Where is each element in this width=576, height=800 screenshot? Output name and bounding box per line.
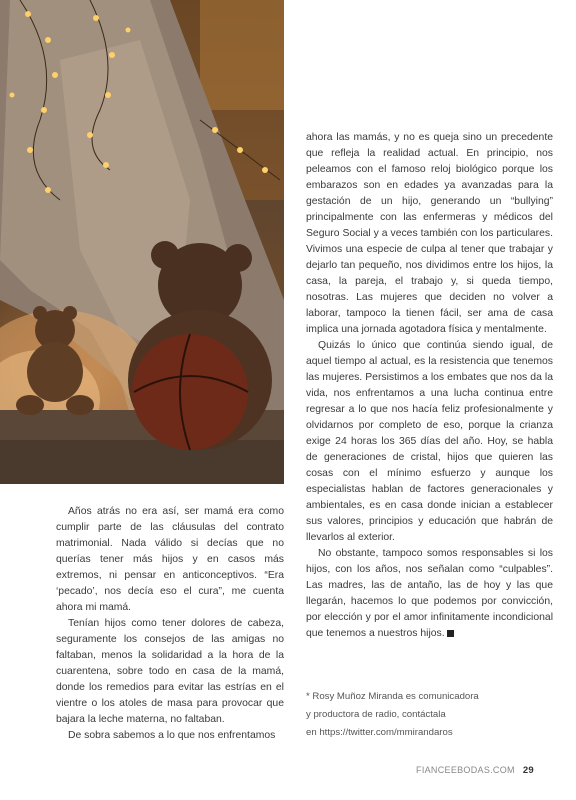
paragraph: De sobra sabemos a lo que nos enfrentamos [68,730,276,741]
paragraph-final [306,546,553,642]
author-note [306,688,546,742]
article-left-column [56,504,284,744]
article-right-column [306,130,553,642]
photo-teddy-bears-tent [0,0,284,484]
end-of-article-mark [447,630,454,637]
paragraph-text: No obstante, tampoco somos responsables si los hijos, con los años, nos señalan como “culpables”. Las madres, las de antaño, las de hoy y las que llegarán, hacemos lo que podemos por convicción, por elección y por el amor infinitamente incondicional que tenemos a nuestros hijos. [306,548,553,639]
page-number: 29 [522,765,534,776]
author-note-line: y productora de radio, contáctala [306,709,446,720]
page-footer [416,765,534,776]
footer-site: FIANCEEBODAS.COM [416,765,515,775]
paragraph: Tenían hijos como tener dolores de cabeza, seguramente los consejos de las amigas no faltaban, menos la solidaridad a la hora de la cuarentena, sobre todo en casa de la mamá, donde los remedios para evitar las estrías en el vientre o los atoles de masa para provocar que bajara la leche materna, no faltaban. [56,618,284,725]
paragraph: ahora las mamás, y no es queja sino un precedente que refleja la realidad actual. En principio, nos peleamos con el famoso reloj biológico porque los embarazos son en edades ya avanzadas para la gestación de un hijo, generando un “bullying” principalmente con las enfermeras y médicos del Seguro Social y a veces también con los particulares. Vivimos una especie de culpa al tener que trabajar y dejarlo tan pequeño, nos dividimos entre los hijos, la casa, la pareja, el trabajo y, si queda tiempo, nosotras. Las mujeres que deciden no volver a laborar, tampoco la tienen fácil, ser ama de casa implica una jornada agotadora física y mentalmente. [306,132,553,335]
paragraph: Quizás lo único que continúa siendo igual, de aquel tiempo al actual, es la resistencia que tenemos las mujeres. Persistimos a los embates que nos da la vida, nos enfrentamos a una lucha continua entre regresar a lo que nos hacía feliz profesionalmente y olvidarnos por completo de eso, porque la crianza exige 24 horas los 365 días del año. Hoy, se habla de generaciones de cristal, hijos que quieren las cosas con el mínimo esfuerzo y aunque los especialistas hablan de factores generacionales y ambientales, es en casa donde inician a establecer sus valores, principios y educación que habrán de llevarlos al exterior. [306,340,553,543]
paragraph: Años atrás no era así, ser mamá era como cumplir parte de las cláusulas del contrato matrimonial. Nada válido si decías que no querías tener más hijos y en casos más extremos, ni pensar en anticonceptivos. “Era ‘pecado’, nos decía eso el cura”, me cuenta ahora mi mamá. [56,506,284,613]
author-note-line: en https://twitter.com/mmirandaros [306,727,453,738]
author-note-line: * Rosy Muñoz Miranda es comunicadora [306,691,479,702]
tent-illustration [0,0,284,484]
